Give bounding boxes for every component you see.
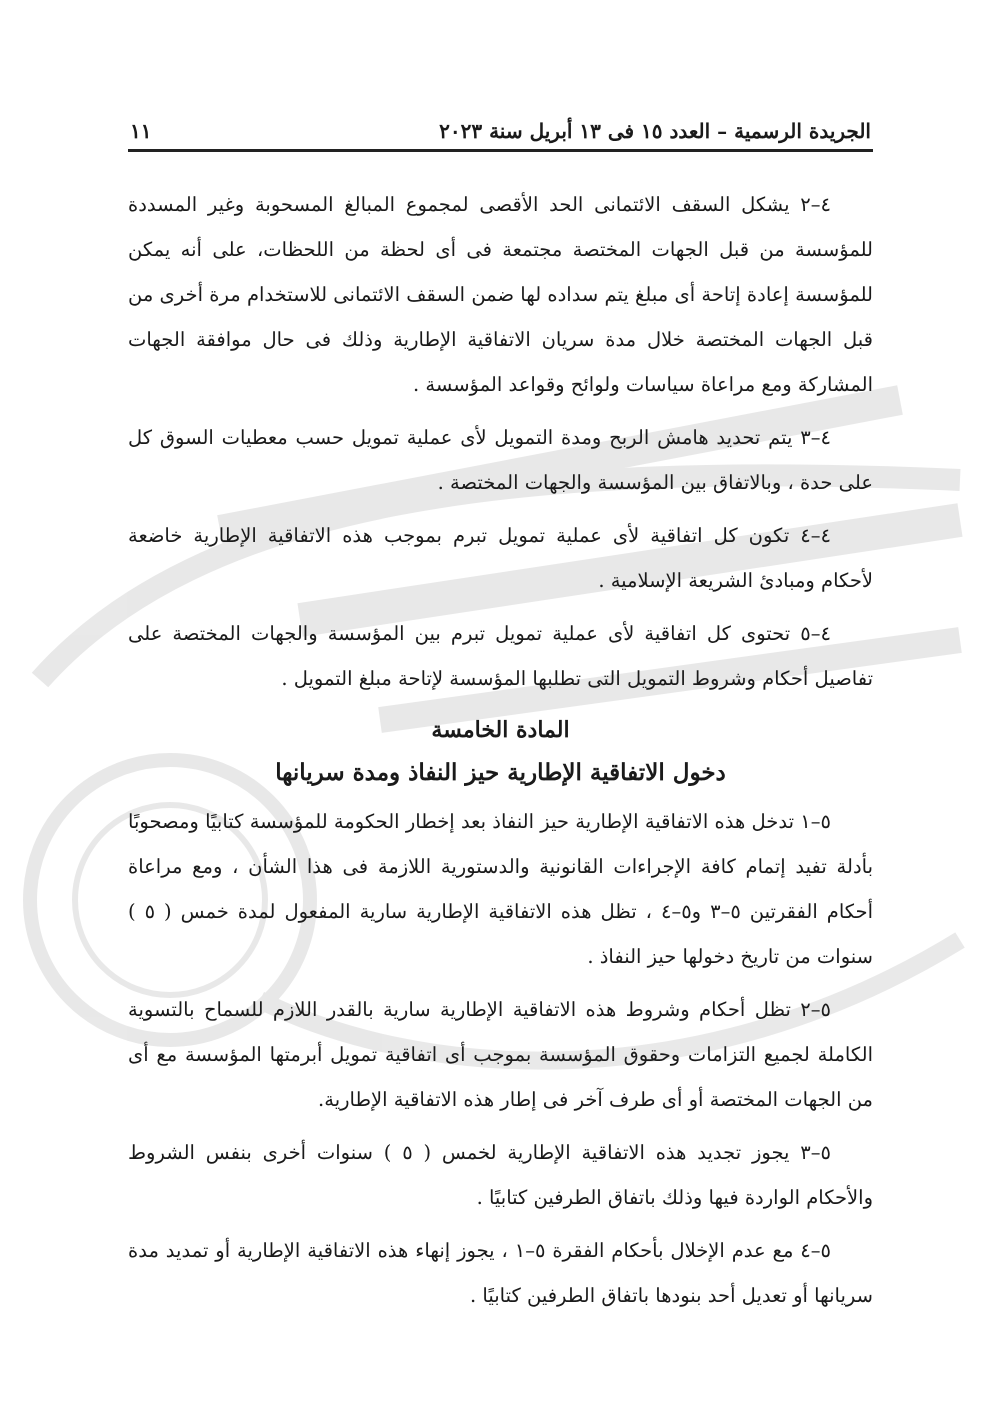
page-number: ١١	[130, 119, 152, 143]
gazette-title: الجريدة الرسمية – العدد ١٥ فى ١٣ أبريل سنة ٢٠٢٣	[439, 119, 871, 143]
document-body	[128, 182, 873, 1318]
clause-4-2: ٤–٢ يشكل السقف الائتمانى الحد الأقصى لمجموع المبالغ المسحوبة وغير المسددة للمؤسسة من قبل الجهات المختصة مجتمعة فى أى لحظة من اللحظات، على أنه يمكن للمؤسسة إعادة إتاحة أى مبلغ يتم سداده لها ضمن السقف الائتمانى للاستخدام مرة أخرى من قبل الجهات المختصة خلال مدة سريان الاتفاقية الإطارية وذلك فى حال موافقة الجهات المشاركة ومع مراعاة سياسات ولوائح وقواعد المؤسسة .	[128, 193, 873, 396]
article-title: المادة الخامسة	[431, 717, 570, 743]
clause-5-2: ٥–٢ تظل أحكام وشروط هذه الاتفاقية الإطارية سارية بالقدر اللازم للسماح بالتسوية الكاملة لجميع التزامات وحقوق المؤسسة بموجب أى اتفاقية تمويل أبرمتها المؤسسة مع أى من الجهات المختصة أو أى طرف آخر فى إطار هذه الاتفاقية الإطارية.	[128, 998, 873, 1111]
document-page	[128, 112, 873, 1326]
article-subtitle: دخول الاتفاقية الإطارية حيز النفاذ ومدة سريانها	[275, 759, 726, 786]
clause-4-5: ٤–٥ تحتوى كل اتفاقية لأى عملية تمويل تبرم بين المؤسسة والجهات المختصة على تفاصيل أحكام وشروط التمويل التى تطلبها المؤسسة لإتاحة مبلغ التمويل .	[128, 622, 873, 690]
clause-5-4: ٥–٤ مع عدم الإخلال بأحكام الفقرة ٥–١ ، يجوز إنهاء هذه الاتفاقية الإطارية أو تمديد مدة سريانها أو تعديل أحد بنودها باتفاق الطرفين كتابيًا .	[128, 1239, 873, 1307]
page-header	[128, 112, 873, 152]
clause-4-3: ٤–٣ يتم تحديد هامش الربح ومدة التمويل لأى عملية تمويل حسب معطيات السوق كل على حدة ، وبالاتفاق بين المؤسسة والجهات المختصة .	[128, 426, 873, 494]
clause-5-1: ٥–١ تدخل هذه الاتفاقية الإطارية حيز النفاذ بعد إخطار الحكومة للمؤسسة كتابيًا ومصحوبًا بأدلة تفيد إتمام كافة الإجراءات القانونية والدستورية اللازمة فى هذا الشأن ، ومع مراعاة أحكام الفقرتين ٥–٣ و٥–٤ ، تظل هذه الاتفاقية الإطارية سارية المفعول لمدة خمس ( ٥ ) سنوات من تاريخ دخولها حيز النفاذ .	[128, 810, 874, 968]
clause-5-3: ٥–٣ يجوز تجديد هذه الاتفاقية الإطارية لخمس ( ٥ ) سنوات أخرى بنفس الشروط والأحكام الواردة فيها وذلك باتفاق الطرفين كتابيًا .	[128, 1141, 873, 1209]
clause-4-4: ٤–٤ تكون كل اتفاقية لأى عملية تمويل تبرم بموجب هذه الاتفاقية الإطارية خاضعة لأحكام ومبادئ الشريعة الإسلامية .	[128, 524, 873, 592]
